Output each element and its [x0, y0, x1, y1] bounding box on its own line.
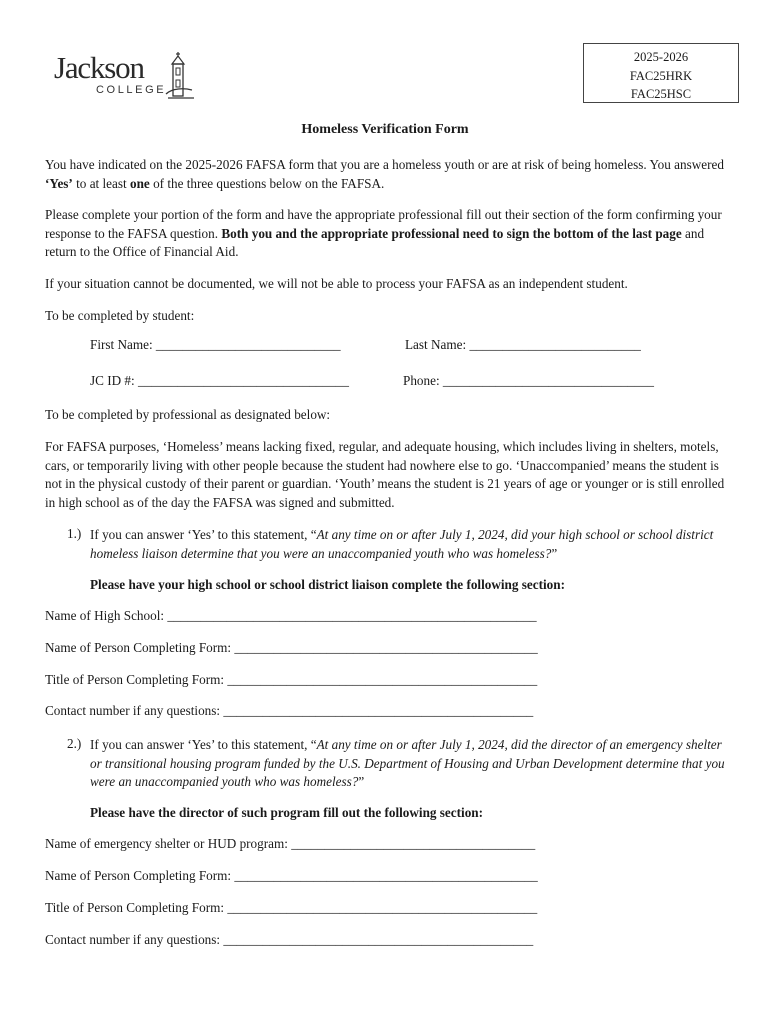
intro-text: You have indicated on the 2025-2026 FAFSA form that you are a homeless youth or are at risk of being homeless. You answered — [45, 157, 724, 172]
question-2-close-quote: ” — [358, 774, 365, 790]
question-2-number: 2.) — [67, 736, 82, 751]
first-name-field[interactable]: First Name: ____________________________ — [90, 337, 341, 352]
aid-year-code: 2025-2026 — [633, 50, 689, 64]
director-contact-field[interactable]: Contact number if any questions: _______________________________________________ — [45, 932, 534, 947]
professional-section-heading: To be completed by professional as designated below: — [45, 407, 331, 422]
liaison-name-field[interactable]: Name of Person Completing Form: ______________________________________________ — [45, 640, 538, 655]
intro-paragraph-3: If your situation cannot be documented, we will not be able to process your FAFSA as an independent student. — [45, 276, 628, 291]
director-name-field[interactable]: Name of Person Completing Form: ______________________________________________ — [45, 868, 538, 883]
question-1-close-quote: ” — [551, 545, 558, 561]
logo-college-text: COLLEGE — [96, 84, 167, 96]
question-1-number: 1.) — [67, 526, 82, 541]
question-2-instruction: Please have the director of such program fill out the following section: — [90, 805, 484, 820]
intro-yes-emphasis: ‘Yes’ — [45, 175, 73, 191]
intro-text: Please complete your portion of the form and have the appropriate professional fill out their section of the form confirming your response to the FAFSA question. — [45, 207, 722, 241]
form-code-hrk: FAC25HRK — [629, 68, 693, 83]
question-2-lead: If you can answer ‘Yes’ to this statement, “ — [90, 737, 317, 752]
phone-field[interactable]: Phone: ________________________________ — [403, 373, 654, 388]
question-2-text — [90, 736, 730, 792]
question-1-lead: If you can answer ‘Yes’ to this statement, “ — [90, 527, 317, 542]
definition-paragraph: For FAFSA purposes, ‘Homeless’ means lacking fixed, regular, and adequate housing, which includes living in shelters, motels, cars, or temporarily living with other people because the student had nowhere else to go. ‘Unaccompanied’ means the student is not in the physical custody of their parent or guardian. ‘Youth’ means the student is 21 years of age or younger or is still enrolled in high school as of the day the FAFSA was signed and submitted. — [45, 439, 725, 510]
page-title: Homeless Verification Form — [301, 122, 469, 137]
question-2-quote: At any time on or after July 1, 2024, did the director of an emergency shelter or transitional housing program funded by the U.S. Department of Housing and Urban Development determine that you were an unaccompanied youth who was homeless? — [90, 737, 725, 790]
intro-paragraph-2 — [45, 206, 735, 262]
jc-id-field[interactable]: JC ID #: ________________________________ — [90, 373, 349, 388]
form-code-hsc: FAC25HSC — [630, 87, 692, 101]
signature-instruction: Both you and the appropriate professional need to sign the bottom of the last page — [221, 225, 682, 241]
shelter-program-name-field[interactable]: Name of emergency shelter or HUD program: _____________________________________ — [45, 836, 536, 851]
question-1-quote: At any time on or after July 1, 2024, did your high school or school district homeless liaison determine that you were an unaccompanied youth who was homeless? — [90, 527, 714, 561]
director-title-field[interactable]: Title of Person Completing Form: _______________________________________________ — [45, 900, 538, 915]
intro-one-emphasis: one — [129, 175, 150, 191]
student-section-heading: To be completed by student: — [45, 308, 195, 323]
liaison-contact-field[interactable]: Contact number if any questions: _______________________________________________ — [45, 703, 534, 718]
last-name-field[interactable]: Last Name: __________________________ — [405, 337, 641, 352]
intro-text: and return to the Office of Financial Aid. — [45, 225, 705, 260]
intro-text: of the three questions below on the FAFSA. — [149, 175, 385, 191]
question-1-text — [90, 526, 730, 563]
form-code-box — [583, 43, 739, 103]
logo-wordmark: Jackson — [54, 50, 144, 85]
high-school-name-field[interactable]: Name of High School: ________________________________________________________ — [45, 608, 537, 623]
intro-text: to at least — [72, 175, 130, 191]
intro-paragraph-1 — [45, 156, 735, 193]
tower-icon — [164, 50, 196, 102]
question-1-instruction: Please have your high school or school district liaison complete the following section: — [90, 577, 565, 592]
liaison-title-field[interactable]: Title of Person Completing Form: _______________________________________________ — [45, 672, 538, 687]
jackson-college-logo — [54, 50, 196, 102]
